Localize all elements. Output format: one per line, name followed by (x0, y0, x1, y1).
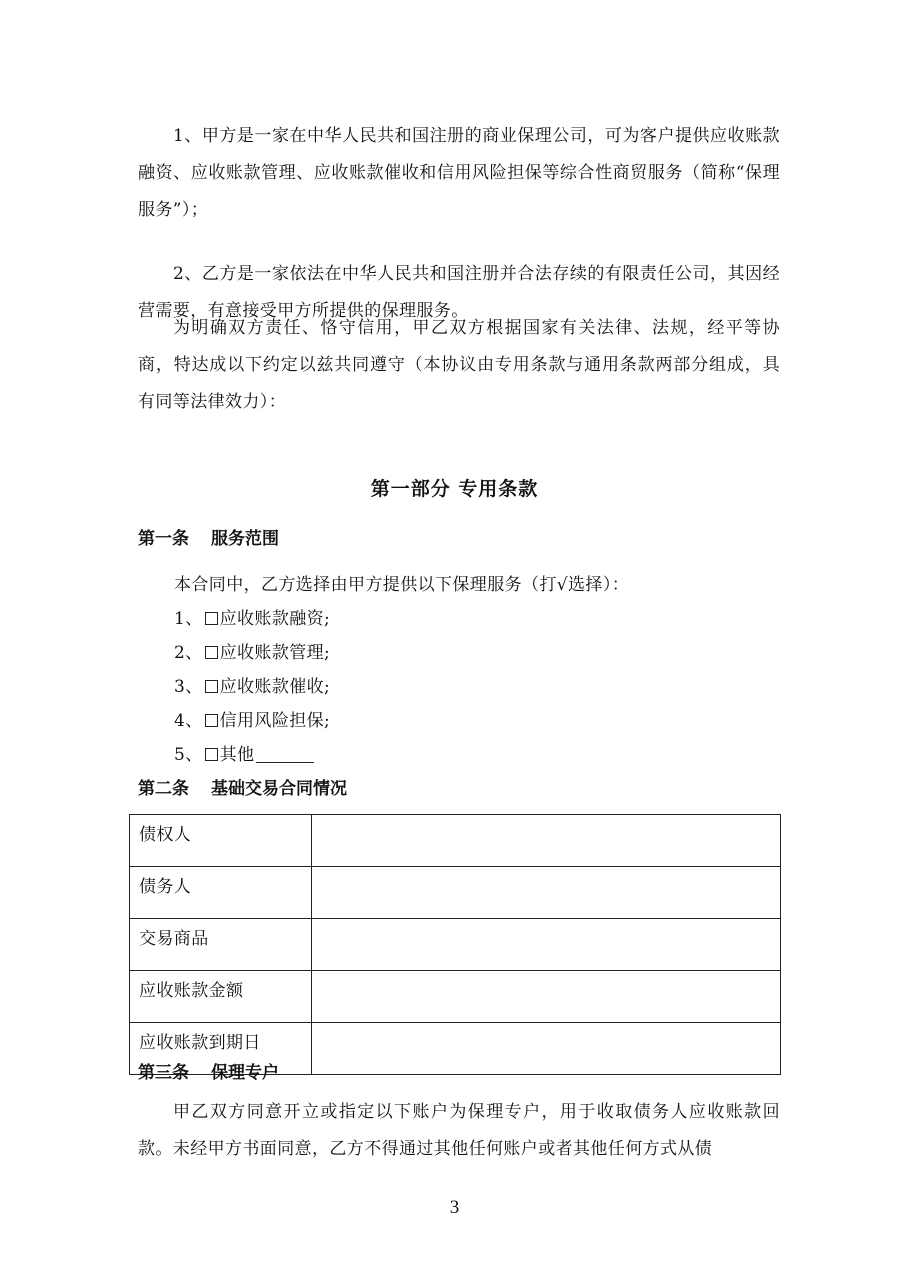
base-contract-table (129, 814, 781, 1075)
intro-paragraph-1: 1、甲方是一家在中华人民共和国注册的商业保理公司，可为客户提供应收账款融资、应收账款管理、应收账款催收和信用风险担保等综合性商贸服务（简称“保理服务”）； (138, 126, 780, 220)
row-label: 应收账款金额 (130, 971, 312, 1023)
service-option-3 (174, 672, 330, 697)
service-option-2 (174, 638, 330, 663)
part-title: 第一部分 专用条款 (370, 478, 539, 500)
checkbox-icon[interactable] (205, 680, 218, 693)
article-2-heading (138, 774, 347, 799)
article-3-title: 保理专户 (211, 1063, 279, 1083)
intro-paragraph-3: 为明确双方责任、恪守信用，甲乙双方根据国家有关法律、法规，经平等协商，特达成以下约定以兹共同遵守（本协议由专用条款与通用条款两部分组成，具有同等法律效力）： (138, 318, 780, 412)
row-value-field[interactable] (312, 867, 781, 919)
option-label: 应收账款融资; (219, 609, 331, 629)
checkbox-icon[interactable] (205, 748, 218, 761)
row-value-field[interactable] (312, 971, 781, 1023)
article-3-text: 甲乙双方同意开立或指定以下账户为保理专户，用于收取债务人应收账款回款。未经甲方书面同意，乙方不得通过其他任何账户或者其他任何方式从债 (138, 1102, 780, 1159)
row-label: 应收账款到期日 (130, 1023, 312, 1075)
table-row (130, 867, 781, 919)
service-option-4 (174, 706, 330, 731)
checkbox-icon[interactable] (205, 612, 218, 625)
row-label: 债务人 (130, 867, 312, 919)
option-number: 1、 (174, 609, 203, 629)
other-blank-field[interactable] (256, 748, 314, 763)
option-label: 信用风险担保; (219, 711, 331, 731)
checkbox-icon[interactable] (205, 714, 218, 727)
article-3-heading (138, 1058, 279, 1083)
table-row (130, 815, 781, 867)
service-option-5 (174, 740, 314, 765)
article-3-number: 第三条 (138, 1063, 189, 1083)
intro-paragraph-2: 2、乙方是一家依法在中华人民共和国注册并合法存续的有限责任公司，其因经营需要，有意接受甲方所提供的保理服务。 (138, 264, 780, 321)
checkbox-icon[interactable] (205, 646, 218, 659)
table-row (130, 919, 781, 971)
option-number: 2、 (174, 643, 203, 663)
row-label: 交易商品 (130, 919, 312, 971)
row-label: 债权人 (130, 815, 312, 867)
article-1-heading (138, 524, 279, 549)
page-number: 3 (449, 1197, 460, 1218)
article-1-number: 第一条 (138, 529, 189, 549)
option-label: 其他 (219, 745, 255, 765)
row-value-field[interactable] (312, 1023, 781, 1075)
article-1-intro: 本合同中，乙方选择由甲方提供以下保理服务（打√选择）： (174, 575, 630, 595)
row-value-field[interactable] (312, 815, 781, 867)
option-label: 应收账款催收; (219, 677, 331, 697)
service-option-1 (174, 604, 330, 629)
article-2-number: 第二条 (138, 779, 189, 799)
option-label: 应收账款管理; (219, 643, 331, 663)
option-number: 5、 (174, 745, 203, 765)
row-value-field[interactable] (312, 919, 781, 971)
article-2-title: 基础交易合同情况 (211, 779, 347, 799)
option-number: 3、 (174, 677, 203, 697)
table-row (130, 971, 781, 1023)
option-number: 4、 (174, 711, 203, 731)
article-1-title: 服务范围 (211, 529, 279, 549)
